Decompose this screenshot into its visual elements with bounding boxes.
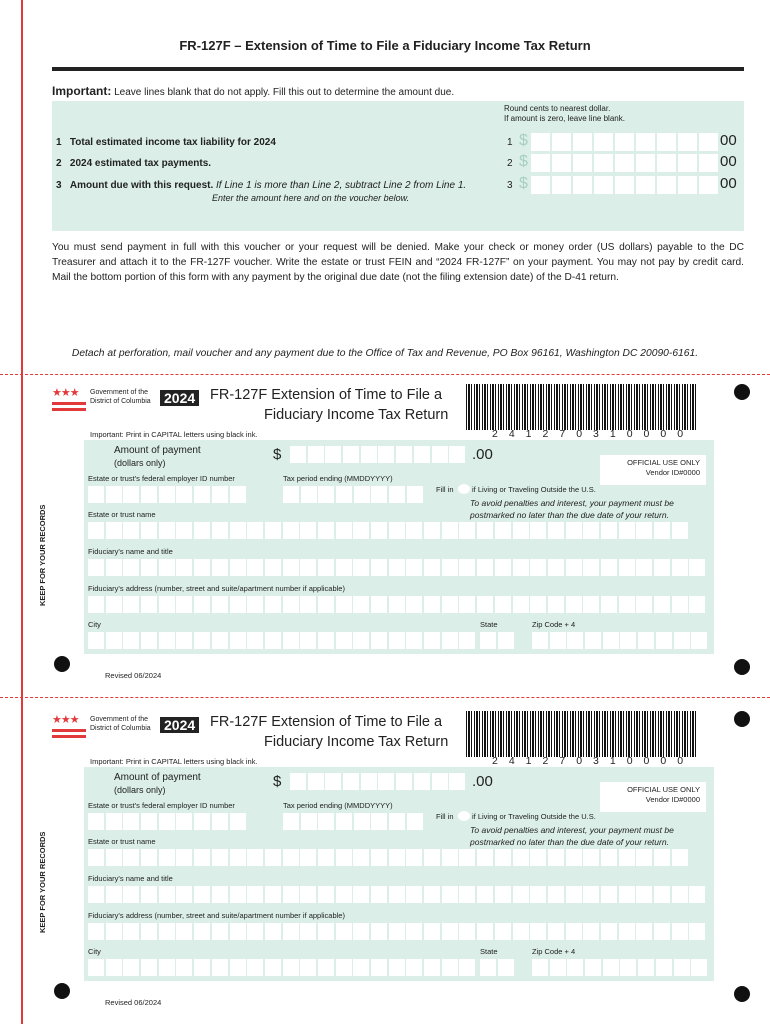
trust-name-label: Estate or trust name	[88, 837, 156, 846]
city-field[interactable]	[88, 959, 477, 976]
line-2-label: 2 2024 estimated tax payments.	[56, 158, 212, 169]
voucher-title-2: Fiduciary Income Tax Return	[264, 734, 449, 750]
print-instructions: Important: Print in CAPITAL letters using black ink.	[90, 430, 258, 439]
line-2-cents: 00	[720, 153, 737, 170]
period-label: Tax period ending (MMDDYYYY)	[283, 474, 393, 483]
barcode	[466, 711, 698, 757]
line-3-note: Enter the amount here and on the voucher below.	[212, 193, 410, 203]
fiduciary-name-field[interactable]	[88, 886, 707, 903]
payment-amount-field[interactable]	[290, 446, 467, 463]
voucher-title: FR-127F Extension of Time to File a	[210, 387, 443, 403]
fein-field[interactable]	[88, 813, 247, 830]
payment-instructions: You must send payment in full with this voucher or your request will be denied. Make your check or money order (US dollars) payable to the DC Treasurer and attach it to the FR-127F voucher. Write the estate or trust FEIN and “2024 FR-127F” on your payment. You may not pay by credit card. Mail the bottom portion of this form with any payment by the original due date (not the filing extension date) of the D-41 return.	[52, 242, 744, 283]
voucher	[0, 707, 770, 1024]
outside-us-oval[interactable]	[458, 811, 470, 821]
important-label: Important:	[52, 84, 112, 98]
fein-field[interactable]	[88, 486, 247, 503]
barcode-digits: 241270310000	[492, 755, 695, 767]
line-2-amount-field[interactable]	[531, 154, 720, 172]
line-3-amount-field[interactable]	[531, 176, 720, 194]
gov-label: Government of the District of Columbia	[90, 716, 151, 732]
gov-label: Government of the District of Columbia	[90, 389, 151, 405]
revised-date: Revised 06/2024	[105, 998, 162, 1007]
outside-us-oval[interactable]	[458, 484, 470, 494]
line-2-number: 2	[507, 158, 513, 169]
line-3-cents: 00	[720, 175, 737, 192]
zip-field[interactable]	[532, 959, 709, 976]
tax-year: 2024	[160, 390, 199, 406]
amount-dollar: $	[273, 773, 282, 790]
fein-label: Estate or trust's federal employer ID number	[88, 801, 235, 810]
barcode-digits: 241270310000	[492, 428, 695, 440]
line-3-dollar: $	[519, 175, 528, 192]
round-note-2: If amount is zero, leave line blank.	[504, 114, 625, 123]
period-field[interactable]	[283, 813, 425, 830]
official-use-box: OFFICIAL USE ONLY Vendor ID#0000	[600, 782, 706, 812]
state-field[interactable]	[480, 959, 515, 976]
registration-dot	[734, 986, 750, 1002]
outside-us-label: if Living or Traveling Outside the U.S.	[472, 485, 596, 494]
line-3-number: 3	[507, 180, 513, 191]
registration-dot	[734, 384, 750, 400]
fill-in-label: Fill in	[436, 812, 454, 821]
line-1-number: 1	[507, 137, 513, 148]
line-3-label: 3 Amount due with this request. If Line 1 is more than Line 2, subtract Line 2 from Line 1.	[56, 180, 467, 191]
city-field[interactable]	[88, 632, 477, 649]
trust-name-field[interactable]	[88, 522, 689, 539]
penalty-note: To avoid penalties and interest, your payment must be postmarked no later than the due date of your return.	[470, 825, 674, 847]
registration-dot	[54, 656, 70, 672]
important-text: Leave lines blank that do not apply. Fill this out to determine the amount due.	[114, 87, 455, 98]
detach-instructions: Detach at perforation, mail voucher and any payment due to the Office of Tax and Revenue, PO Box 96161, Washington DC 20090-6161.	[71, 348, 699, 359]
round-note	[504, 104, 625, 124]
period-label: Tax period ending (MMDDYYYY)	[283, 801, 393, 810]
line-1-cents: 00	[720, 132, 737, 149]
address-field[interactable]	[88, 923, 707, 940]
revised-date: Revised 06/2024	[105, 671, 162, 680]
state-label: State	[480, 620, 498, 629]
line-1-label: 1 Total estimated income tax liability for 2024	[56, 137, 276, 148]
fill-in-label: Fill in	[436, 485, 454, 494]
payment-amount-field[interactable]	[290, 773, 467, 790]
amount-cents: .00	[472, 773, 493, 790]
address-label: Fiduciary's address (number, street and suite/apartment number if applicable)	[88, 911, 345, 920]
line-2-dollar: $	[519, 153, 528, 170]
line-1-dollar: $	[519, 132, 528, 149]
zip-field[interactable]	[532, 632, 709, 649]
state-label: State	[480, 947, 498, 956]
tax-year: 2024	[160, 717, 199, 733]
registration-dot	[734, 711, 750, 727]
period-field[interactable]	[283, 486, 425, 503]
zip-label: Zip Code + 4	[532, 620, 576, 629]
fein-label: Estate or trust's federal employer ID number	[88, 474, 235, 483]
registration-dot	[54, 983, 70, 999]
address-field[interactable]	[88, 596, 707, 613]
dc-flag-logo: ★★★	[52, 713, 86, 738]
amount-label: Amount of payment (dollars only)	[114, 772, 201, 795]
zip-label: Zip Code + 4	[532, 947, 576, 956]
voucher-title: FR-127F Extension of Time to File a	[210, 714, 443, 730]
city-label: City	[88, 947, 101, 956]
line-1-amount-field[interactable]	[531, 133, 720, 151]
state-field[interactable]	[480, 632, 515, 649]
fiduciary-name-label: Fiduciary's name and title	[88, 547, 173, 556]
keep-records-label: KEEP FOR YOUR RECORDS	[38, 504, 47, 606]
keep-records-label: KEEP FOR YOUR RECORDS	[38, 831, 47, 933]
registration-dot	[734, 659, 750, 675]
address-label: Fiduciary's address (number, street and suite/apartment number if applicable)	[88, 584, 345, 593]
title-rule	[52, 67, 744, 71]
fiduciary-name-label: Fiduciary's name and title	[88, 874, 173, 883]
barcode	[466, 384, 698, 430]
round-note-1: Round cents to nearest dollar.	[504, 104, 611, 113]
trust-name-field[interactable]	[88, 849, 689, 866]
dc-flag-logo: ★★★	[52, 386, 86, 411]
penalty-note: To avoid penalties and interest, your payment must be postmarked no later than the due date of your return.	[470, 498, 674, 520]
print-instructions: Important: Print in CAPITAL letters using black ink.	[90, 757, 258, 766]
amount-cents: .00	[472, 446, 493, 463]
city-label: City	[88, 620, 101, 629]
trust-name-label: Estate or trust name	[88, 510, 156, 519]
amount-dollar: $	[273, 446, 282, 463]
voucher-title-2: Fiduciary Income Tax Return	[264, 407, 449, 423]
voucher	[0, 380, 770, 700]
amount-label: Amount of payment (dollars only)	[114, 445, 201, 468]
important-instructions	[52, 84, 454, 98]
outside-us-label: if Living or Traveling Outside the U.S.	[472, 812, 596, 821]
perforation-line	[0, 374, 770, 375]
form-title: FR-127F – Extension of Time to File a Fiduciary Income Tax Return	[179, 38, 591, 53]
fiduciary-name-field[interactable]	[88, 559, 707, 576]
official-use-box: OFFICIAL USE ONLY Vendor ID#0000	[600, 455, 706, 485]
